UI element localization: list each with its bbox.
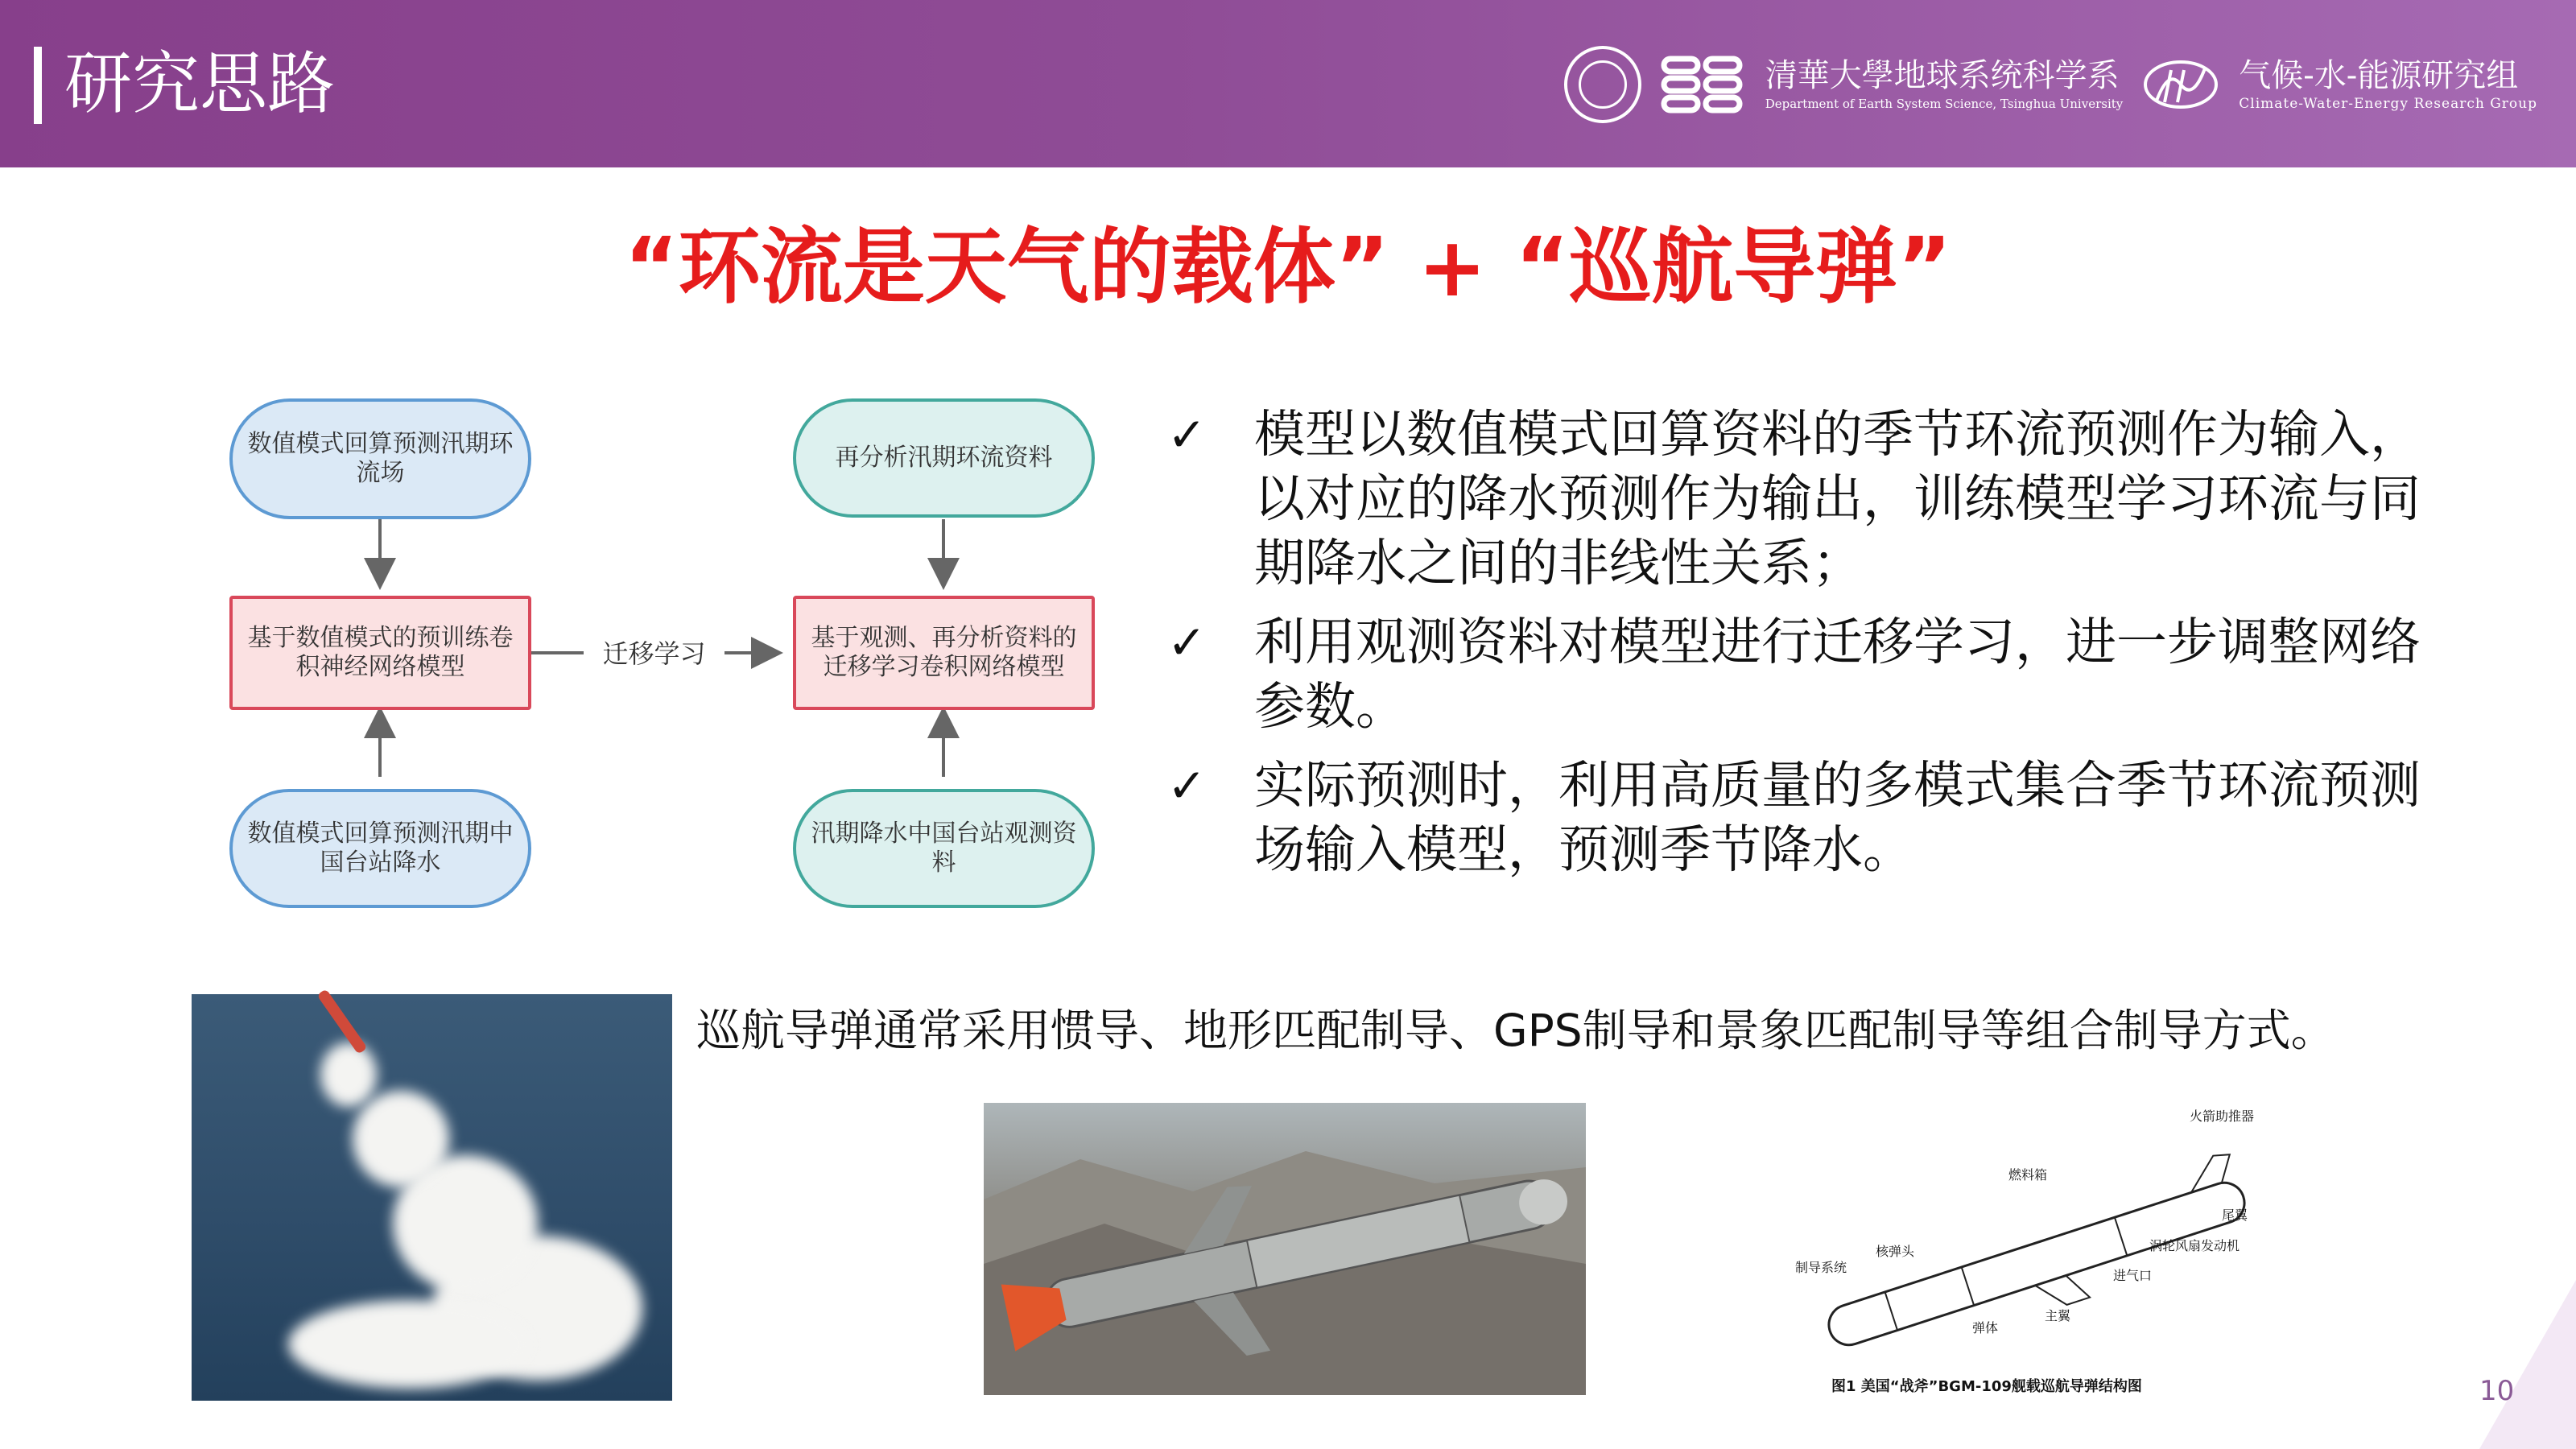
node-model-hindcast-circulation: 数值模式回算预测汛期环流场 [229,398,531,519]
header-bar [0,0,2576,167]
diagram-label: 燃料箱 [2008,1167,2048,1183]
diagram-label: 尾翼 [2222,1208,2248,1223]
check-icon: ✓ [1167,758,1207,813]
diagram-label: 核弹头 [1876,1244,1915,1259]
missile-structure-diagram [1787,1103,2286,1409]
bullet-text: 实际预测时，利用高质量的多模式集合季节环流预测场输入模型，预测季节降水。 [1254,756,2421,879]
logo-area [1564,48,2537,121]
diagram-label: 制导系统 [1795,1260,1847,1275]
page-title: 研究思路 [64,44,336,123]
headline: “环流是天气的载体” + “巡航导弹” [624,220,1952,316]
department-name: 清華大學地球系统科学系 Department of Earth System Science, Tsinghua University [1765,57,2124,111]
research-group-logo-icon [2140,52,2221,117]
transfer-learning-label: 迁移学习 [602,638,706,669]
missile-caption: 巡航导弹通常采用惯导、地形匹配制导、GPS制导和景象匹配制导等组合制导方式。 [696,1005,2335,1056]
corner-decoration [2479,1280,2576,1449]
node-transfer-learning-cnn: 基于观测、再分析资料的迁移学习卷积网络模型 [793,596,1095,710]
bullet-text: 利用观测资料对模型进行迁移学习，进一步调整网络参数。 [1254,613,2421,736]
diagram-label: 主翼 [2045,1308,2071,1323]
cruise-missile-flight-photo [984,1103,1586,1395]
department-logo-icon [1659,52,1748,117]
diagram-label: 涡轮风扇发动机 [2149,1238,2240,1253]
page-number: 10 [2479,1375,2515,1407]
bullet-text: 模型以数值模式回算资料的季节环流预测作为输入，以对应的降水预测作为输出，训练模型学习环流与同期降水之间的非线性关系； [1254,405,2421,592]
diagram-label: 火箭助推器 [2190,1108,2255,1124]
flowchart [217,386,1119,918]
research-group-name: 气候-水-能源研究组 Climate-Water-Energy Research Group [2239,57,2537,112]
bullet-item [1167,610,2423,739]
node-model-hindcast-precipitation: 数值模式回算预测汛期中国台站降水 [229,789,531,908]
title-accent-bar [34,47,42,124]
node-station-observation: 汛期降水中国台站观测资料 [793,789,1095,908]
diagram-figure-caption: 图1 美国“战斧”BGM-109舰载巡航导弹结构图 [1831,1378,2142,1395]
tsinghua-seal-icon [1564,46,1641,123]
node-reanalysis-circulation: 再分析汛期环流资料 [793,398,1095,518]
node-pretrained-cnn: 基于数值模式的预训练卷积神经网络模型 [229,596,531,710]
diagram-label: 进气口 [2113,1268,2153,1283]
bullet-list [1167,402,2423,897]
diagram-label: 弹体 [1972,1320,1999,1335]
check-icon: ✓ [1167,615,1207,670]
bullet-item [1167,753,2423,882]
bullet-item [1167,402,2423,596]
check-icon: ✓ [1167,407,1207,462]
missile-launch-photo [192,994,672,1401]
